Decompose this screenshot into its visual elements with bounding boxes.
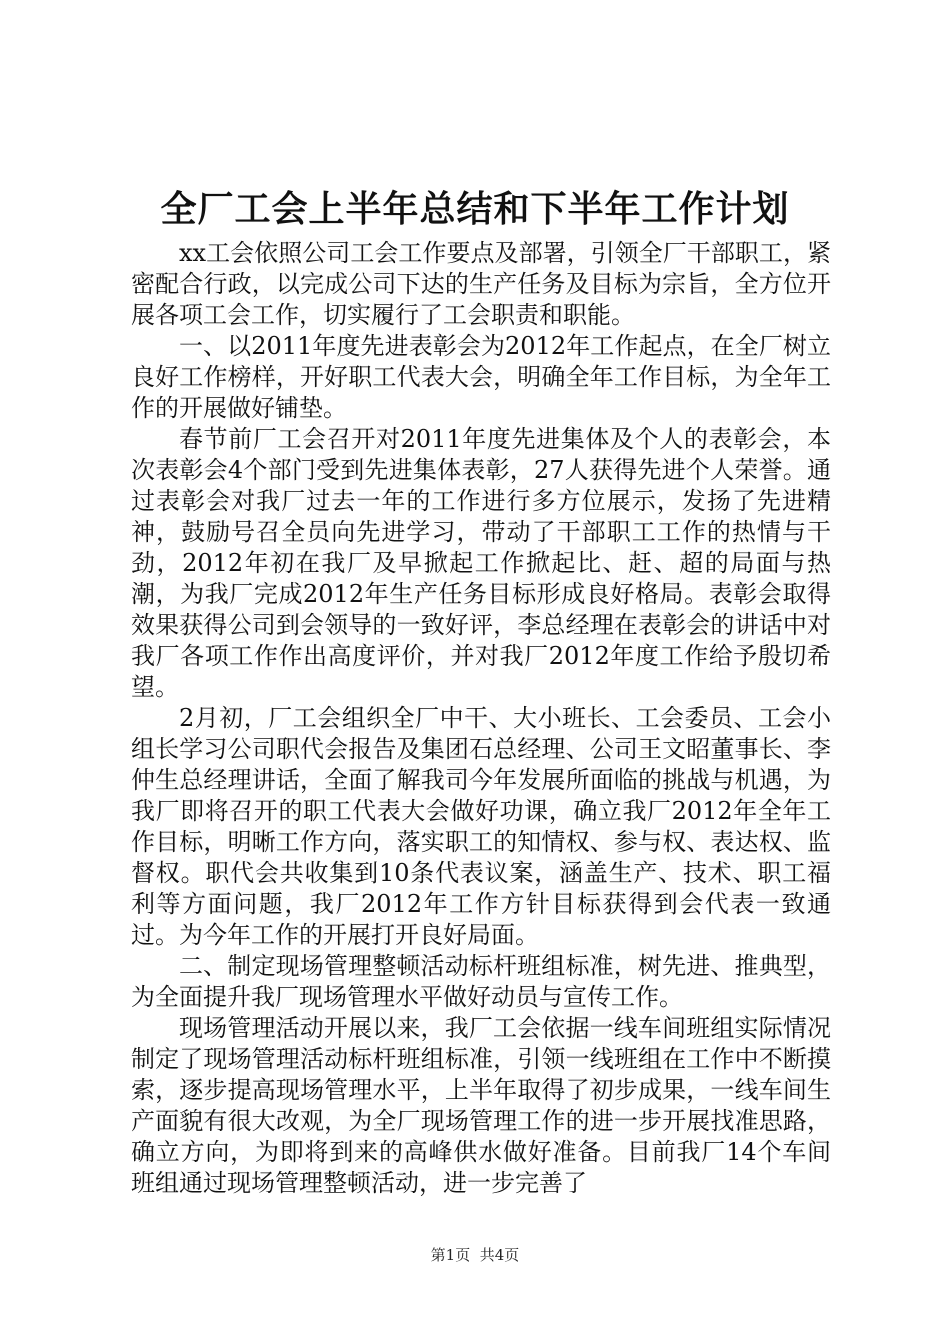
page-total: 共4页 xyxy=(479,1246,520,1264)
footer-spacer xyxy=(470,1246,480,1264)
page-number: 第1页 xyxy=(430,1246,471,1264)
paragraph-commendation: 春节前厂工会召开对2011年度先进集体及个人的表彰会，本次表彰会4个部门受到先进集体表彰，27人获得先进个人荣誉。通过表彰会对我厂过去一年的工作进行多方位展示，发扬了先进精神，鼓励号召全员向先进学习，带动了干部职工工作的热情与干劲，2012年初在我厂及早掀起工作掀起比、赶、超的局面与热潮，为我厂完成2012年生产任务目标形成良好格局。表彰会取得效果获得公司到会领导的一致好评，李总经理在表彰会的讲话中对我厂各项工作作出高度评价，并对我厂2012年度工作给予殷切希望。 xyxy=(131,425,831,701)
document-title: 全厂工会上半年总结和下半年工作计划 xyxy=(160,188,790,230)
paragraph-congress: 2月初，厂工会组织全厂中干、大小班长、工会委员、工会小组长学习公司职代会报告及集团石总经理、公司王文昭董事长、李仲生总经理讲话，全面了解我司今年发展所面临的挑战与机遇，为我厂即将召开的职工代表大会做好功课，确立我厂2012年全年工作目标，明晰工作方向，落实职工的知情权、参与权、表达权、监督权。职代会共收集到10条代表议案，涵盖生产、技术、职工福利等方面问题，我厂2012年工作方针目标获得到会代表一致通过。为今年工作的开展打开良好局面。 xyxy=(131,704,831,949)
paragraph-section-two-heading: 二、制定现场管理整顿活动标杆班组标准，树先进、推典型，为全面提升我厂现场管理水平做好动员与宣传工作。 xyxy=(131,952,831,1011)
page-footer xyxy=(0,1245,950,1265)
paragraph-intro: xx工会依照公司工会工作要点及部署，引领全厂干部职工，紧密配合行政，以完成公司下达的生产任务及目标为宗旨，全方位开展各项工会工作，切实履行了工会职责和职能。 xyxy=(131,239,831,329)
document-body xyxy=(131,238,831,1199)
paragraph-site-management: 现场管理活动开展以来，我厂工会依据一线车间班组实际情况制定了现场管理活动标杆班组标准，引领一线班组在工作中不断摸索，逐步提高现场管理水平，上半年取得了初步成果，一线车间生产面貌有很大改观，为全厂现场管理工作的进一步开展找准思路，确立方向，为即将到来的高峰供水做好准备。目前我厂14个车间班组通过现场管理整顿活动，进一步完善了 xyxy=(131,1014,831,1197)
paragraph-section-one-heading: 一、以2011年度先进表彰会为2012年工作起点，在全厂树立良好工作榜样，开好职工代表大会，明确全年工作目标，为全年工作的开展做好铺垫。 xyxy=(131,332,831,422)
